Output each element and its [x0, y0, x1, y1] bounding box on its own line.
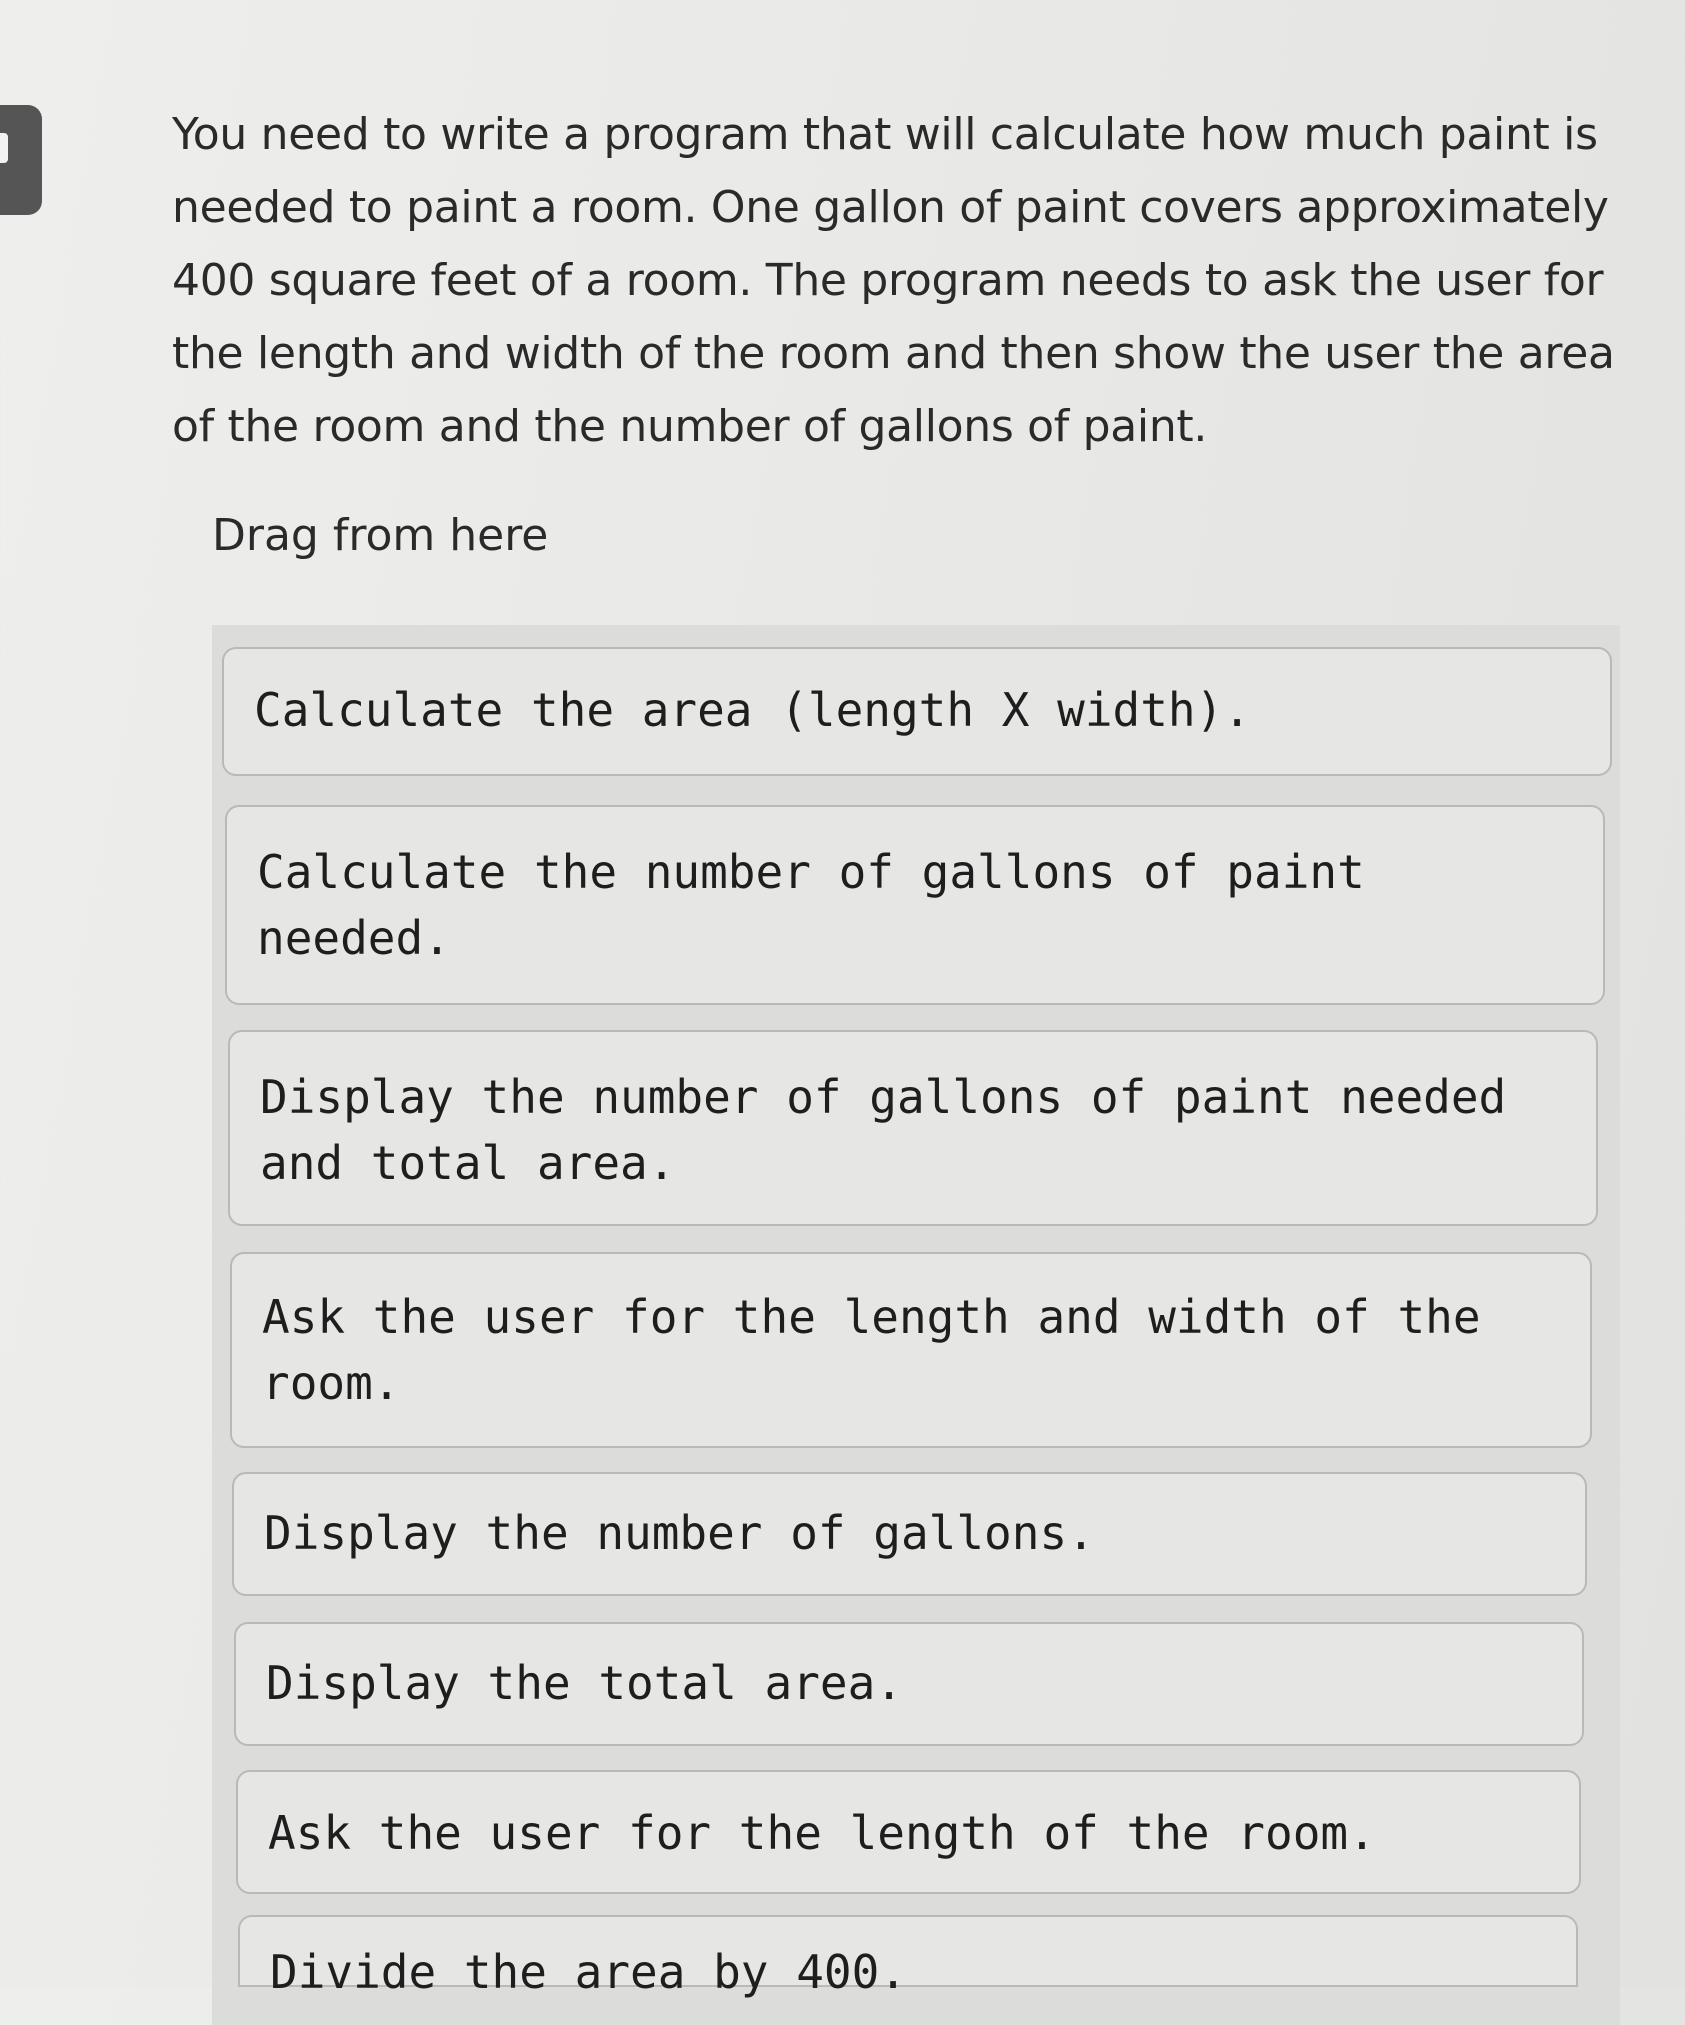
block-text: Ask the user for the length and width of the room.: [262, 1290, 1481, 1410]
block-text: Divide the area by 400.: [270, 1945, 907, 1999]
block-text: Display the number of gallons of paint needed and total area.: [260, 1070, 1507, 1190]
draggable-block[interactable]: [232, 1472, 1587, 1596]
draggable-block[interactable]: [234, 1622, 1584, 1746]
tab-notch-icon: [0, 133, 8, 163]
block-text: Display the number of gallons.: [264, 1506, 1095, 1560]
draggable-block[interactable]: [230, 1252, 1592, 1448]
drag-source-label: Drag from here: [212, 510, 549, 561]
side-panel-tab[interactable]: [0, 105, 42, 215]
block-text: Display the total area.: [266, 1656, 903, 1710]
draggable-block[interactable]: [228, 1030, 1598, 1226]
draggable-block[interactable]: [238, 1915, 1578, 1999]
block-text: Calculate the area (length X width).: [254, 683, 1251, 737]
question-prompt: You need to write a program that will calculate how much paint is needed to paint a room. One gallon of paint covers approximately 400 square feet of a room. The program needs to ask the user for the length and width of the room and then show the user the area of the room and the number of gallons of paint.: [172, 109, 1615, 452]
draggable-block[interactable]: [222, 647, 1612, 776]
draggable-block[interactable]: [236, 1770, 1581, 1894]
draggable-block[interactable]: [225, 805, 1605, 1005]
block-text: Ask the user for the length of the room.: [268, 1806, 1376, 1860]
block-text: Calculate the number of gallons of paint needed.: [257, 845, 1365, 965]
